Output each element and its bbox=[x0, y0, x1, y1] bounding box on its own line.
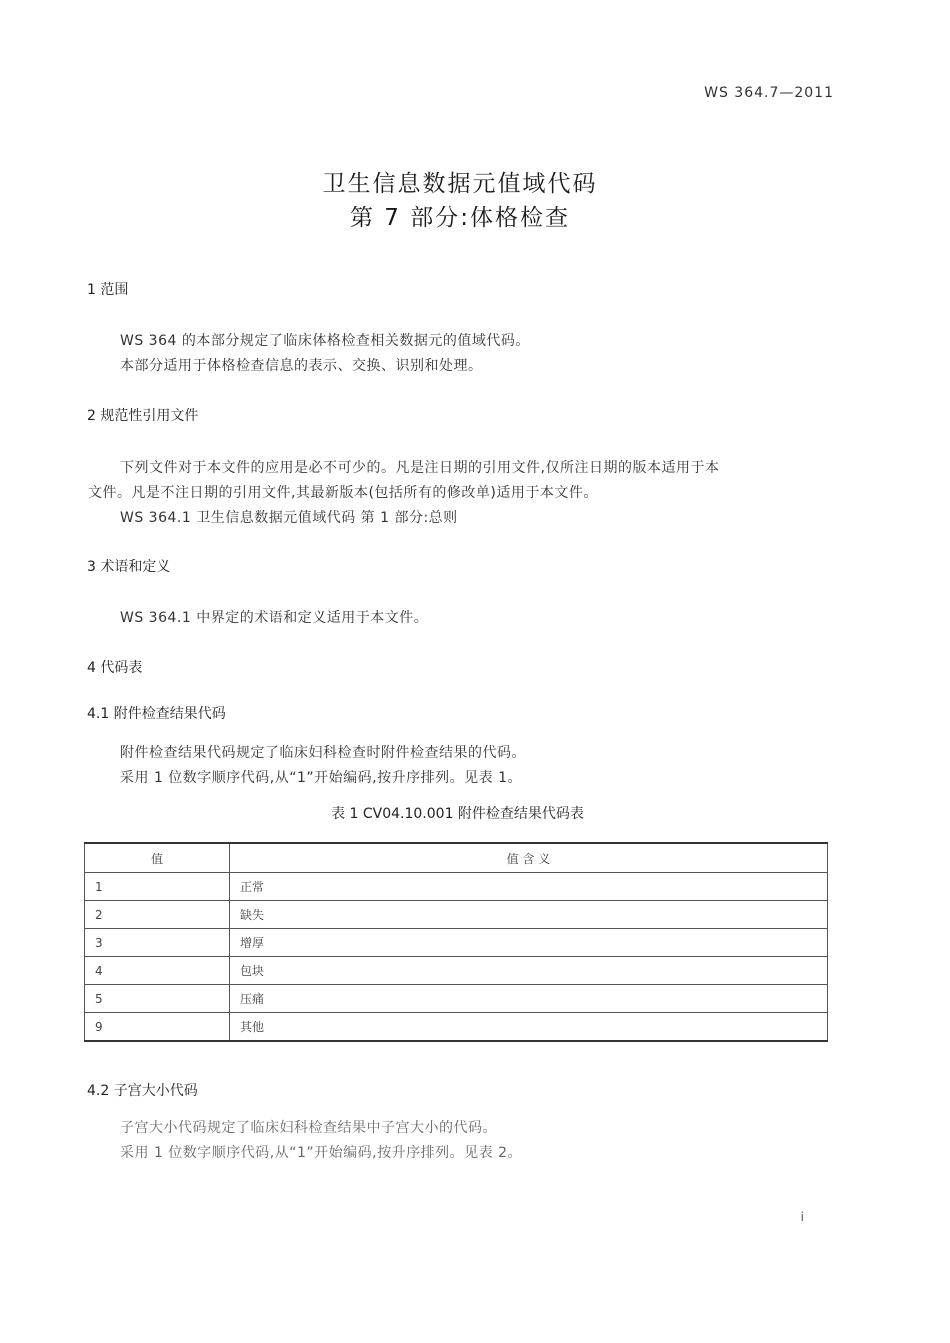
cell-meaning: 增厚 bbox=[230, 929, 828, 957]
table-header-row bbox=[85, 843, 828, 873]
cell-value: 3 bbox=[85, 929, 230, 957]
section-4-heading: 4 代码表 bbox=[87, 660, 143, 676]
cell-meaning: 正常 bbox=[230, 873, 828, 901]
section-2-heading: 2 规范性引用文件 bbox=[87, 408, 199, 424]
cell-meaning: 压痛 bbox=[230, 985, 828, 1013]
section-1-paragraph-2: 本部分适用于体格检查信息的表示、交换、识别和处理。 bbox=[120, 358, 483, 374]
cell-value: 2 bbox=[85, 901, 230, 929]
cell-meaning: 其他 bbox=[230, 1013, 828, 1042]
section-4-2-heading: 4.2 子宫大小代码 bbox=[87, 1083, 198, 1099]
table-1-caption: 表 1 CV04.10.001 附件检查结果代码表 bbox=[331, 806, 584, 822]
table-row bbox=[85, 873, 828, 901]
section-2-paragraph-1-cont: 文件。凡是不注日期的引用文件,其最新版本(包括所有的修改单)适用于本文件。 bbox=[88, 485, 598, 501]
section-2-paragraph-1: 下列文件对于本文件的应用是必不可少的。凡是注日期的引用文件,仅所注日期的版本适用于本 bbox=[120, 460, 720, 476]
section-3-paragraph-1: WS 364.1 中界定的术语和定义适用于本文件。 bbox=[120, 610, 429, 626]
header-value: 值 bbox=[85, 843, 230, 873]
cell-value: 9 bbox=[85, 1013, 230, 1042]
cell-value: 4 bbox=[85, 957, 230, 985]
page-subtitle: 第 7 部分:体格检查 bbox=[349, 205, 570, 231]
page-number: i bbox=[800, 1210, 804, 1224]
table-row bbox=[85, 985, 828, 1013]
table-row bbox=[85, 1013, 828, 1042]
table-row bbox=[85, 901, 828, 929]
section-1-heading: 1 范围 bbox=[87, 282, 129, 298]
cell-meaning: 包块 bbox=[230, 957, 828, 985]
cell-meaning: 缺失 bbox=[230, 901, 828, 929]
section-2-reference: WS 364.1 卫生信息数据元值域代码 第 1 部分:总则 bbox=[120, 510, 458, 526]
document-code: WS 364.7—2011 bbox=[704, 85, 834, 101]
table-row bbox=[85, 957, 828, 985]
section-1-paragraph-1: WS 364 的本部分规定了临床体格检查相关数据元的值域代码。 bbox=[120, 333, 530, 349]
section-4-2-paragraph-1: 子宫大小代码规定了临床妇科检查结果中子宫大小的代码。 bbox=[120, 1120, 497, 1136]
cell-value: 1 bbox=[85, 873, 230, 901]
section-4-1-heading: 4.1 附件检查结果代码 bbox=[87, 706, 226, 722]
page-title: 卫生信息数据元值域代码 bbox=[322, 171, 598, 197]
table-row bbox=[85, 929, 828, 957]
code-table-1 bbox=[84, 842, 828, 1042]
cell-value: 5 bbox=[85, 985, 230, 1013]
header-meaning: 值 含 义 bbox=[230, 843, 828, 873]
section-4-2-paragraph-2: 采用 1 位数字顺序代码,从“1”开始编码,按升序排列。见表 2。 bbox=[120, 1145, 522, 1161]
section-4-1-paragraph-1: 附件检查结果代码规定了临床妇科检查时附件检查结果的代码。 bbox=[120, 745, 526, 761]
section-4-1-paragraph-2: 采用 1 位数字顺序代码,从“1”开始编码,按升序排列。见表 1。 bbox=[120, 770, 522, 786]
section-3-heading: 3 术语和定义 bbox=[87, 559, 171, 575]
